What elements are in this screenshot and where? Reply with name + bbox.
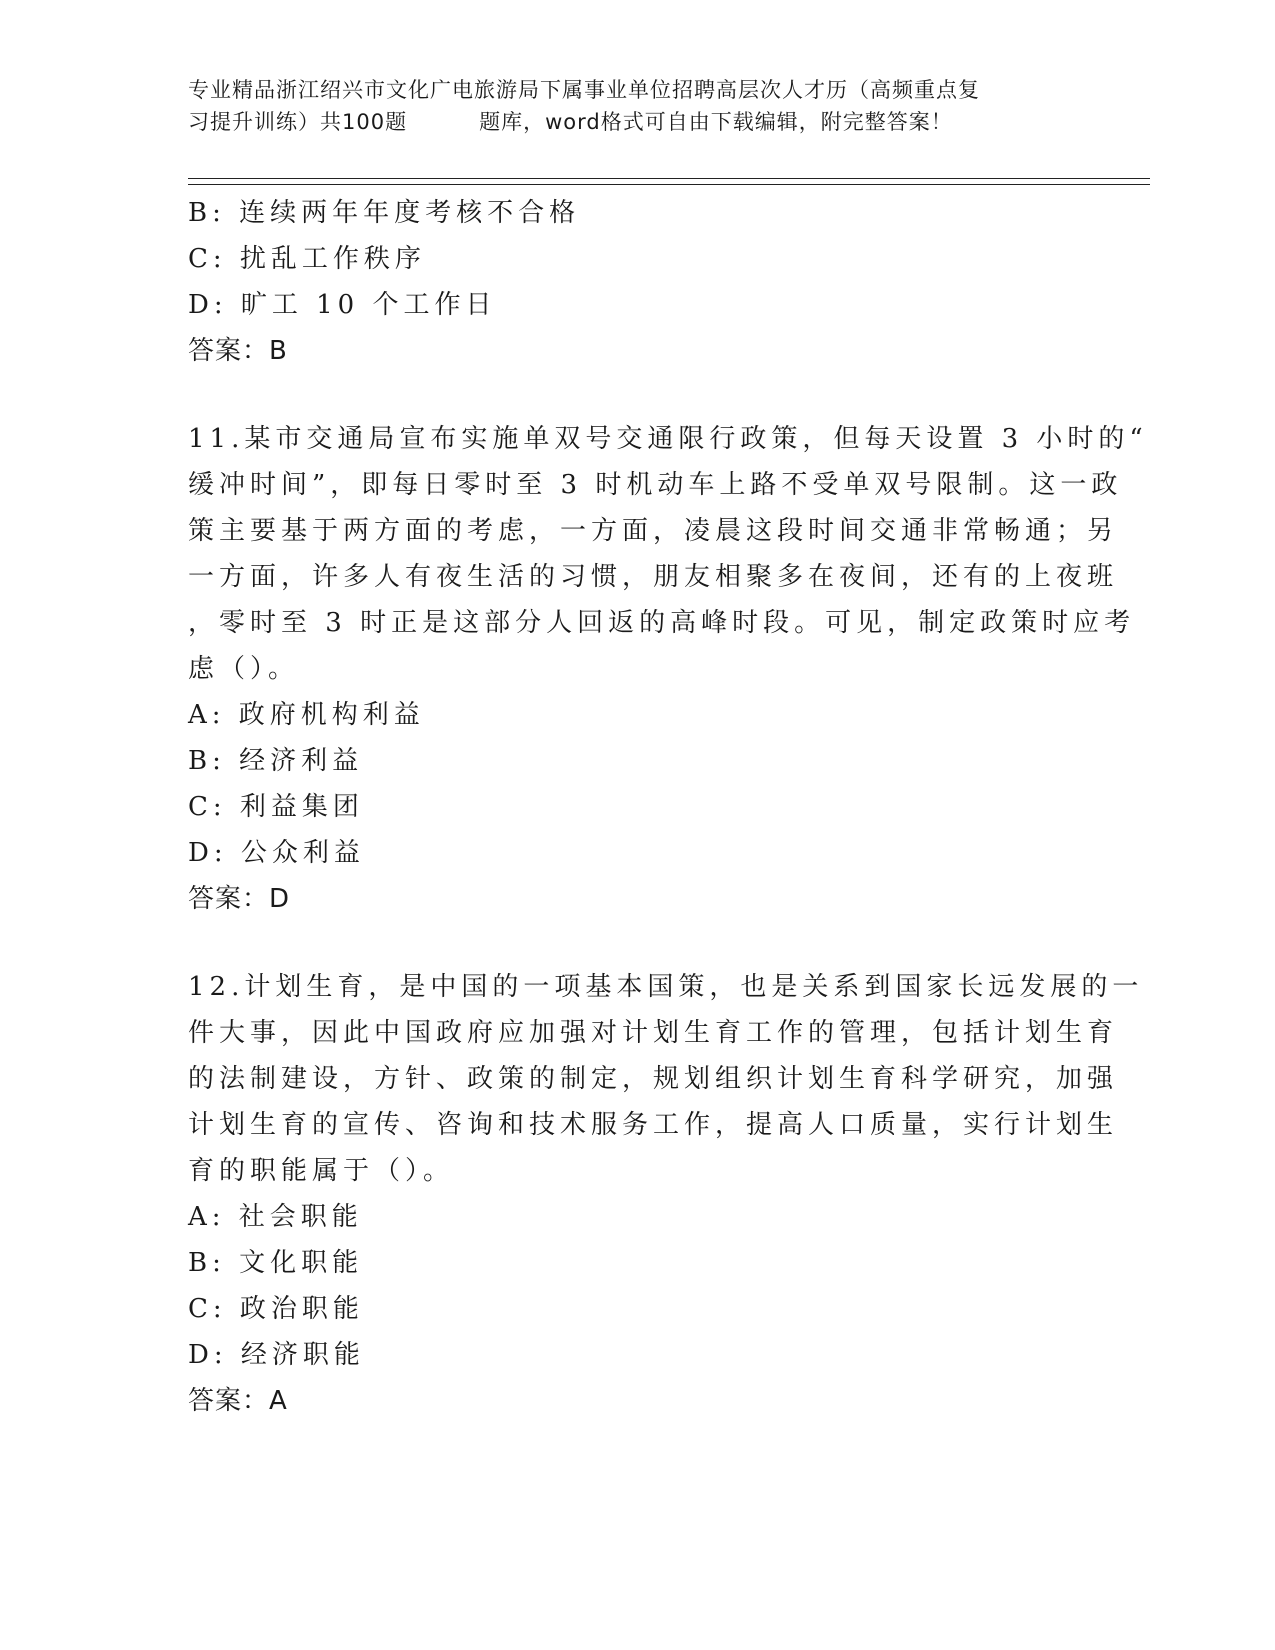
header-line-2-part-a: 习提升训练）共100题 [188, 110, 408, 134]
q10-option-c: C: 扰乱工作秩序 [188, 244, 426, 274]
q11-answer: 答案：D [188, 884, 291, 914]
question-12-block [188, 964, 1144, 1424]
q11-text-line: 11.某市交通局宣布实施单双号交通限行政策，但每天设置 3 小时的“ [188, 424, 1148, 454]
q11-text-line: 一方面，许多人有夜生活的习惯，朋友相聚多在夜间，还有的上夜班 [188, 562, 1119, 592]
header-rule-top [188, 178, 1150, 179]
q12-text-line: 的法制建设，方针、政策的制定，规划组织计划生育科学研究，加强 [188, 1064, 1119, 1094]
q11-option-a: A: 政府机构利益 [188, 700, 425, 730]
q10-option-d: D: 旷工 10 个工作日 [188, 290, 497, 320]
q10-answer: 答案：B [188, 336, 288, 366]
q11-text-line: 策主要基于两方面的考虑，一方面，凌晨这段时间交通非常畅通；另 [188, 516, 1119, 546]
question-11-block [188, 416, 1148, 922]
q11-option-c: C: 利益集团 [188, 792, 364, 822]
q11-text-line: 缓冲时间”，即每日零时至 3 时机动车上路不受单双号限制。这一政 [188, 470, 1123, 500]
header-line-2 [188, 106, 1088, 138]
header-line-2-part-b: 题库，word格式可自由下载编辑，附完整答案！ [479, 110, 953, 134]
q12-answer: 答案：A [188, 1386, 288, 1416]
document-header [188, 74, 1088, 138]
q12-text-line: 12.计划生育，是中国的一项基本国策，也是关系到国家长远发展的一 [188, 972, 1144, 1002]
q11-text-line: 虑（）。 [188, 654, 300, 684]
document-body [188, 190, 1148, 1466]
q11-text-line: ，零时至 3 时正是这部分人回返的高峰时段。可见，制定政策时应考 [188, 608, 1136, 638]
q12-option-d: D: 经济职能 [188, 1340, 365, 1370]
q12-text-line: 件大事，因此中国政府应加强对计划生育工作的管理，包括计划生育 [188, 1018, 1119, 1048]
question-10-block [188, 190, 1088, 374]
q12-option-a: A: 社会职能 [188, 1202, 363, 1232]
q12-text-line: 计划生育的宣传、咨询和技术服务工作，提高人口质量，实行计划生 [188, 1110, 1119, 1140]
q12-text-line: 育的职能属于（）。 [188, 1156, 455, 1186]
header-rule-bottom [188, 184, 1150, 185]
q11-option-b: B: 经济利益 [188, 746, 364, 776]
q11-option-d: D: 公众利益 [188, 838, 365, 868]
q12-option-c: C: 政治职能 [188, 1294, 364, 1324]
q12-option-b: B: 文化职能 [188, 1248, 364, 1278]
q10-option-b: B: 连续两年年度考核不合格 [188, 198, 581, 228]
header-line-1: 专业精品浙江绍兴市文化广电旅游局下属事业单位招聘高层次人才历（高频重点复 [188, 78, 980, 102]
